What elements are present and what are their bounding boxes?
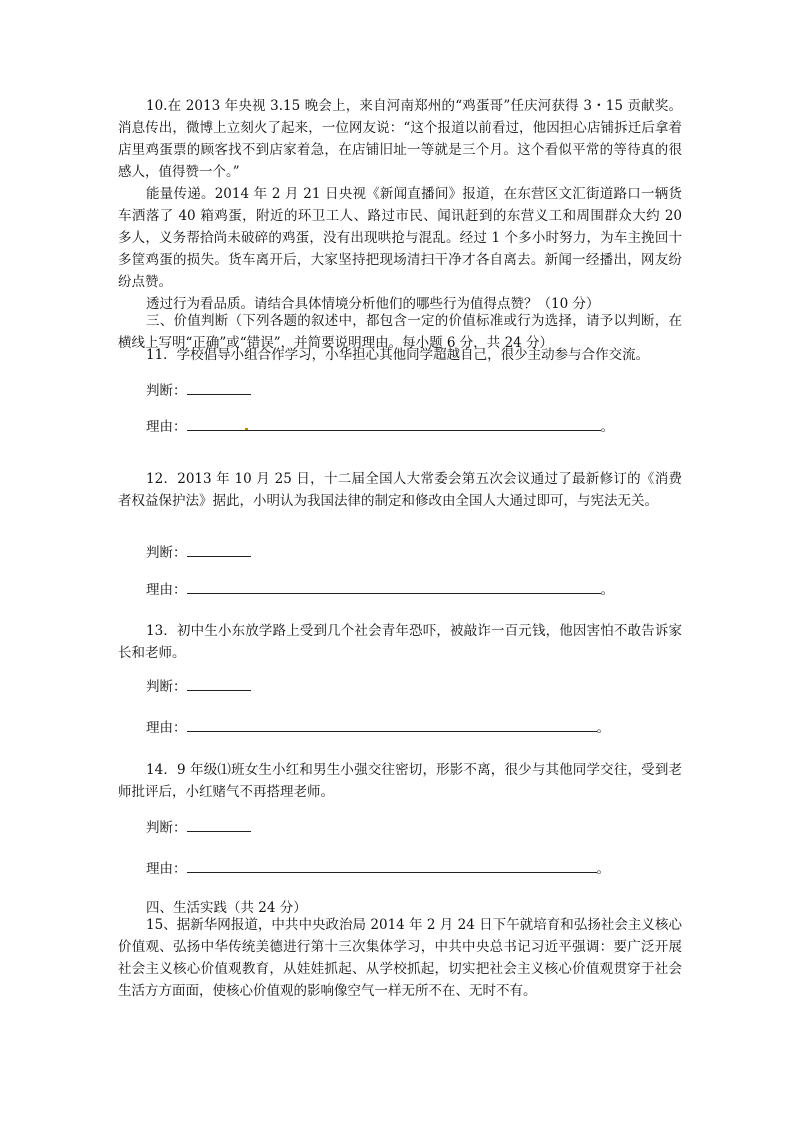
judge-answer-blank[interactable] bbox=[187, 676, 251, 691]
question-13-judge-line bbox=[146, 676, 251, 697]
judge-label: 判断： bbox=[146, 545, 187, 561]
judge-label: 判断： bbox=[146, 820, 187, 836]
reason-answer-blank[interactable] bbox=[187, 416, 601, 431]
reason-answer-blank[interactable] bbox=[187, 858, 597, 873]
section-4-heading: 四、生活实践（共 24 分） bbox=[146, 900, 307, 916]
reason-label: 理由： bbox=[146, 720, 187, 736]
question-13-text: 13．初中生小东放学路上受到几个社会青年恐吓，被敲诈一百元钱，他因害怕不敢告诉家长和老师。 bbox=[118, 623, 682, 661]
reason-label: 理由： bbox=[146, 582, 187, 598]
judge-answer-blank[interactable] bbox=[187, 817, 251, 832]
end-period: 。 bbox=[596, 720, 610, 736]
question-12-text: 12．2013 年 10 月 25 日，十二届全国人大常委会第五次会议通过了最新修订的《消费者权益保护法》据此，小明认为我国法律的制定和修改由全国人大通过即可，与宪法无关。 bbox=[118, 471, 682, 509]
stray-mark bbox=[245, 428, 248, 430]
question-11-reason-line bbox=[146, 416, 614, 437]
reason-label: 理由： bbox=[146, 419, 187, 435]
judge-answer-blank[interactable] bbox=[187, 380, 251, 395]
reason-label: 理由： bbox=[146, 861, 187, 877]
question-11-judge-line bbox=[146, 380, 251, 401]
reason-answer-blank[interactable] bbox=[187, 579, 601, 594]
end-period: 。 bbox=[596, 861, 610, 877]
question-10-prompt: 透过行为看品质。请结合具体情境分析他们的哪些行为值得点赞？（10 分） bbox=[146, 296, 600, 312]
question-12-judge-line bbox=[146, 542, 251, 563]
judge-label: 判断： bbox=[146, 383, 187, 399]
question-15-text: 15、据新华网报道，中共中央政治局 2014 年 2 月 24 日下午就培育和弘扬社会主义核心价值观、弘扬中华传统美德进行第十三次集体学习，中共中央总书记习近平强调：要广泛开展社会主义核心价值观教育，从娃娃抓起、从学校抓起，切实把社会主义核心价值观贯穿于社会生活方方面面，使核心价值观的影响像空气一样无所不在、无时不有。 bbox=[118, 917, 682, 999]
reason-answer-blank[interactable] bbox=[187, 717, 597, 732]
end-period: 。 bbox=[600, 419, 614, 435]
judge-answer-blank[interactable] bbox=[187, 542, 251, 557]
question-10-paragraph-1: 10.在 2013 年央视 3.15 晚会上，来自河南郑州的“鸡蛋哥”任庆河获得 3・15 贡献奖。消息传出，微博上立刻火了起来，一位网友说：“这个报道以前看过，他因担心店铺拆迁后拿着店里鸡蛋票的顾客找不到店家着急，在店铺旧址一等就是三个月。这个看似平常的等待真的很感人，值得赞一个。” bbox=[118, 98, 682, 180]
question-13-reason-line bbox=[146, 717, 610, 738]
question-12-reason-line bbox=[146, 579, 614, 600]
question-11-text: 11．学校倡导小组合作学习，小华担心其他同学超越自己，很少主动参与合作交流。 bbox=[146, 347, 650, 363]
question-14-judge-line bbox=[146, 817, 251, 838]
question-10-paragraph-2: 能量传递。2014 年 2 月 21 日央视《新闻直播间》报道，在东营区文汇街道路口一辆货车洒落了 40 箱鸡蛋，附近的环卫工人、路过市民、闻讯赶到的东营义工和周围群众大约 20 多人，义务帮拾尚未破碎的鸡蛋，没有出现哄抢与混乱。经过 1 个多小时努力，为车主挽回十多筐鸡蛋的损失。货车离开后，大家坚持把现场清扫干净才各自离去。新闻一经播出，网友纷纷点赞。 bbox=[118, 186, 682, 290]
question-14-text: 14．9 年级⑴班女生小红和男生小强交往密切，形影不离，很少与其他同学交往，受到老师批评后，小红赌气不再搭理老师。 bbox=[118, 762, 682, 800]
section-3-heading: 三、价值判断（下列各题的叙述中，都包含一定的价值标准或行为选择，请予以判断，在横线上写明“正确”或“错误”，并简要说明理由。每小题 6 分，共 24 分） bbox=[118, 313, 682, 351]
end-period: 。 bbox=[600, 582, 614, 598]
question-14-reason-line bbox=[146, 858, 610, 879]
judge-label: 判断： bbox=[146, 679, 187, 695]
